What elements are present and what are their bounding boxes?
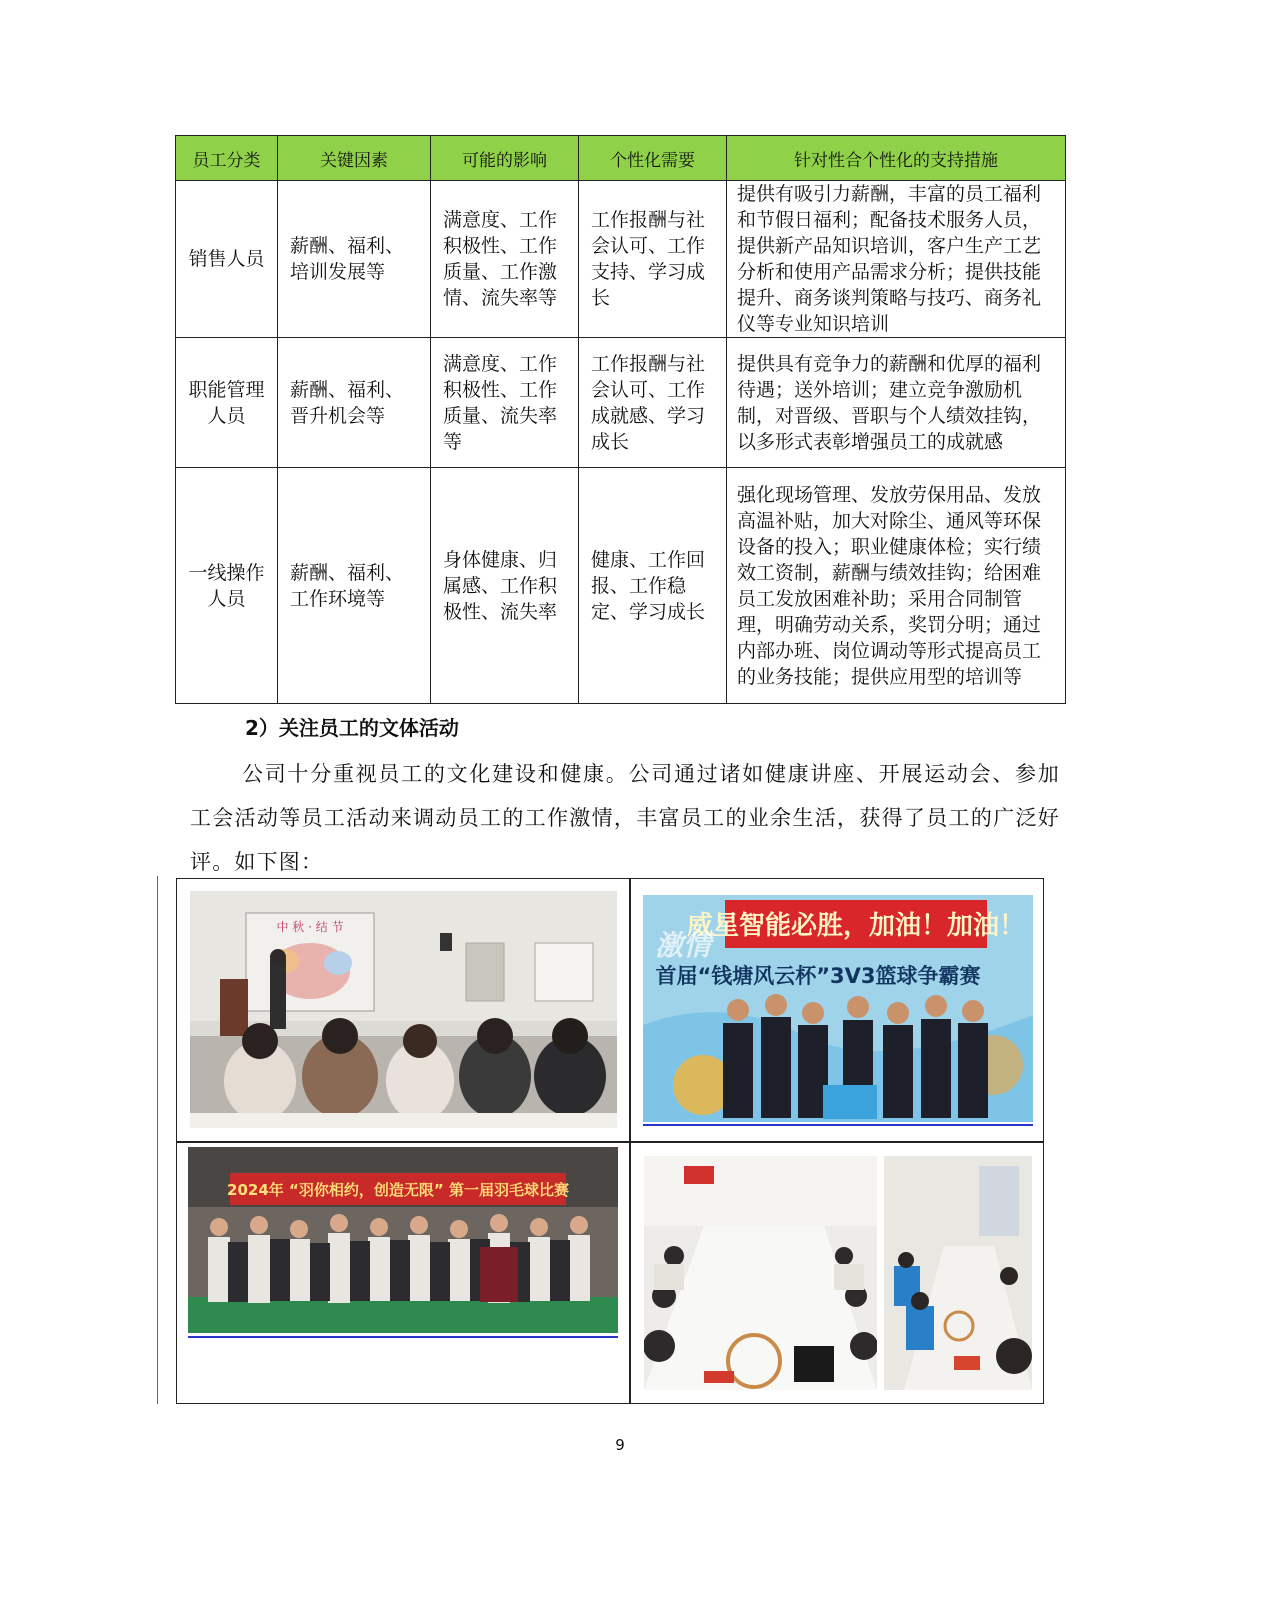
badminton-scene (188, 1147, 618, 1333)
cell-category: 职能管理人员 (176, 338, 278, 468)
cell-needs: 工作报酬与社会认可、工作成就感、学习成长 (579, 338, 727, 468)
basketball-underline (643, 1124, 1033, 1126)
photo-badminton (188, 1147, 618, 1333)
lecture-slide-title: 中 秋 · 结 节 (276, 920, 344, 934)
header-impact: 可能的影响 (431, 136, 579, 181)
header-factors: 关键因素 (278, 136, 431, 181)
cell-needs: 工作报酬与社会认可、工作支持、学习成长 (579, 181, 727, 338)
header-category: 员工分类 (176, 136, 278, 181)
cell-factors: 薪酬、福利、工作环境等 (278, 468, 431, 704)
header-needs: 个性化需要 (579, 136, 727, 181)
employee-support-table (175, 135, 1066, 704)
cell-measures: 提供有吸引力薪酬，丰富的员工福利和节假日福利；配备技术服务人员，提供新产品知识培训，客户生产工艺分析和使用产品需求分析；提供技能提升、商务谈判策略与技巧、商务礼仪等专业知识培训 (727, 181, 1066, 338)
table-row (176, 338, 1066, 468)
cell-factors: 薪酬、福利、晋升机会等 (278, 338, 431, 468)
basketball-banner-text: 威星智能必胜，加油！加油！ (686, 911, 1026, 941)
section-heading: 2）关注员工的文体活动 (245, 716, 459, 740)
cell-measures: 强化现场管理、发放劳保用品、发放高温补贴，加大对除尘、通风等环保设备的投入；职业健康体检；实行绩效工资制，薪酬与绩效挂钩；给困难员工发放困难补助；采用合同制管理，明确劳动关系，奖罚分明；通过内部办班、岗位调动等形式提高员工的业务技能；提供应用型的培训等 (727, 468, 1066, 704)
cell-needs: 健康、工作回报、工作稳定、学习成长 (579, 468, 727, 704)
table-header-row (176, 136, 1066, 181)
cell-category: 销售人员 (176, 181, 278, 338)
photo-craft-workshop-left (644, 1156, 877, 1390)
cell-category: 一线操作人员 (176, 468, 278, 704)
basketball-scene (643, 895, 1033, 1122)
cell-factors: 薪酬、福利、培训发展等 (278, 181, 431, 338)
margin-rule (157, 876, 158, 1404)
cell-impact: 满意度、工作积极性、工作质量、流失率等 (431, 338, 579, 468)
basketball-side-text: 激情 (654, 929, 712, 962)
craft-scene-right (884, 1156, 1032, 1390)
badminton-banner-text: 2024年 “羽你相约，创造无限” 第一届羽毛球比赛 (227, 1181, 569, 1199)
table-row (176, 181, 1066, 338)
basketball-title-text: 首届“钱塘风云杯”3V3篮球争霸赛 (655, 964, 981, 988)
grid-divider-horizontal (177, 1141, 1043, 1143)
photo-basketball (643, 895, 1033, 1122)
lecture-scene (190, 891, 617, 1128)
photo-grid (176, 878, 1044, 1404)
cell-measures: 提供具有竞争力的薪酬和优厚的福利待遇；送外培训；建立竞争激励机制，对晋级、晋职与个人绩效挂钩，以多形式表彰增强员工的成就感 (727, 338, 1066, 468)
header-measures: 针对性合个性化的支持措施 (727, 136, 1066, 181)
badminton-underline (188, 1336, 618, 1338)
photo-health-lecture (190, 891, 617, 1128)
body-paragraph: 公司十分重视员工的文化建设和健康。公司通过诸如健康讲座、开展运动会、参加工会活动等员工活动来调动员工的工作激情，丰富员工的业余生活，获得了员工的广泛好评。如下图： (190, 762, 1060, 874)
page-number: 9 (615, 1436, 625, 1454)
photo-craft-workshop-right (884, 1156, 1032, 1390)
cell-impact: 身体健康、归属感、工作积极性、流失率 (431, 468, 579, 704)
craft-scene-left (644, 1156, 877, 1390)
table-row (176, 468, 1066, 704)
cell-impact: 满意度、工作积极性、工作质量、工作激情、流失率等 (431, 181, 579, 338)
